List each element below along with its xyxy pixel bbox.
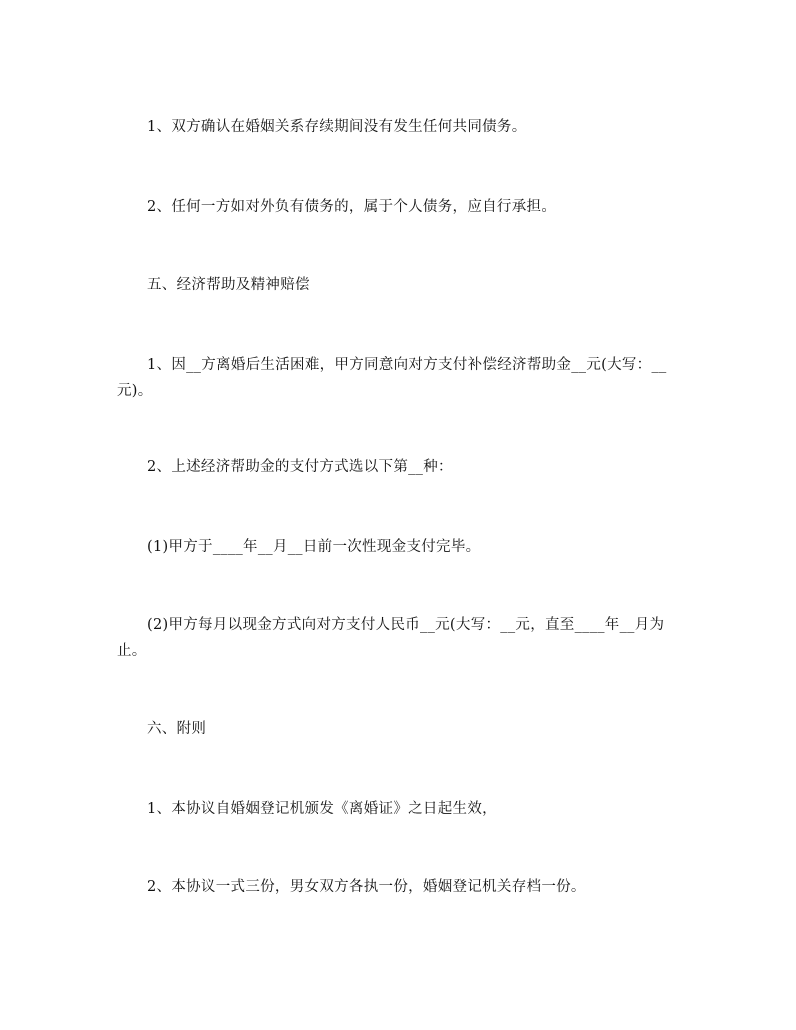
appendix-clause-1: 1、本协议自婚姻登记机颁发《离婚证》之日起生效， bbox=[147, 801, 497, 817]
debt-clause-1: 1、双方确认在婚姻关系存续期间没有发生任何共同债务。 bbox=[147, 119, 527, 135]
appendix-clause-2: 2、本协议一式三份，男女双方各执一份，婚姻登记机关存档一份。 bbox=[147, 879, 586, 895]
payment-option-2: (2)甲方每月以现金方式向对方支付人民币__元(大写：__元，直至____年__月为止。 bbox=[117, 617, 665, 659]
financial-aid-clause-2: 2、上述经济帮助金的支付方式选以下第__种： bbox=[147, 459, 453, 475]
financial-aid-clause-1: 1、因__方离婚后生活困难，甲方同意向对方支付补偿经济帮助金__元(大写：__元)。 bbox=[117, 357, 667, 399]
debt-clause-2: 2、任何一方如对外负有债务的，属于个人债务，应自行承担。 bbox=[147, 199, 557, 215]
section-heading-6: 六、附则 bbox=[147, 721, 207, 737]
payment-option-1: (1)甲方于____年__月__日前一次性现金支付完毕。 bbox=[147, 539, 481, 555]
section-heading-5: 五、经济帮助及精神赔偿 bbox=[147, 277, 310, 293]
